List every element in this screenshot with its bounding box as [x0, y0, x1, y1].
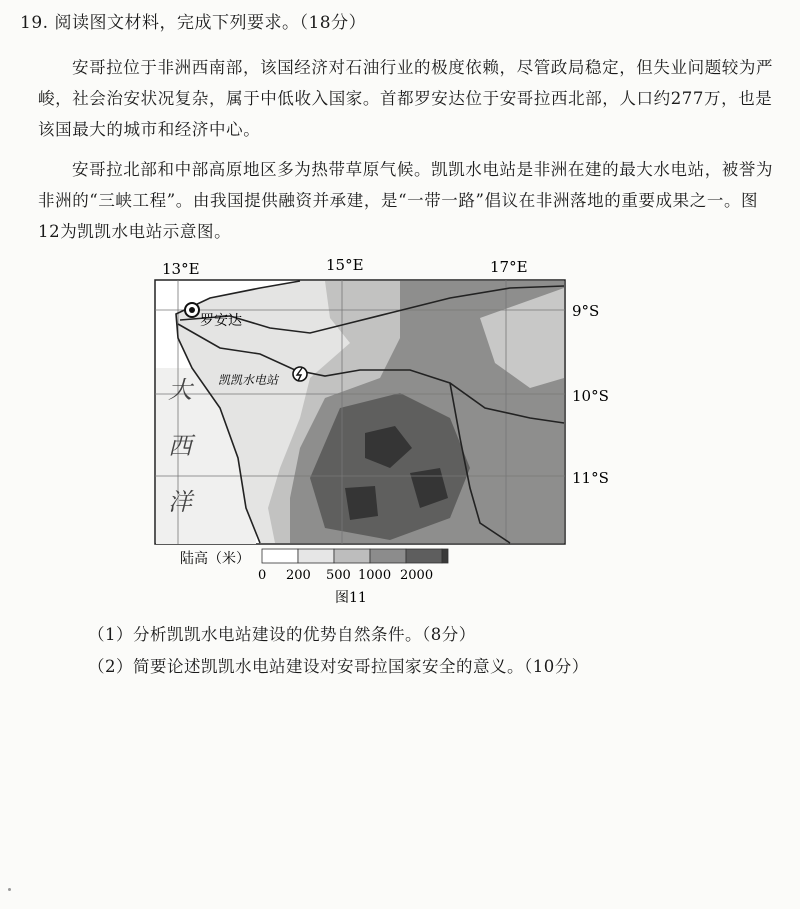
legend-tick-1000: 1000 — [358, 568, 392, 583]
material-paragraph-1: 安哥拉位于非洲西南部，该国经济对石油行业的极度依赖，尽管政局稳定，但失业问题较为严峻，社会治安状况复杂，属于中低收入国家。首都罗安达位于安哥拉西北部，人口约277万，也是该国最大的城市和经济中心。 — [38, 58, 774, 139]
lon-label-17: 17°E — [490, 258, 528, 276]
legend-tick-0: 0 — [258, 568, 267, 583]
hydropower-map-figure — [150, 258, 620, 618]
station-label: 凯凯水电站 — [218, 373, 279, 387]
legend-swatch-6 — [442, 549, 448, 563]
scan-speck — [8, 888, 11, 891]
legend-swatch-5 — [406, 549, 442, 563]
hydropower-station-icon — [293, 367, 307, 381]
legend-tick-2000: 2000 — [400, 568, 434, 583]
legend-swatch-3 — [334, 549, 370, 563]
legend-swatch-2 — [298, 549, 334, 563]
lon-label-13: 13°E — [162, 260, 200, 278]
ocean-char-3: 洋 — [168, 488, 192, 516]
land-peak-3 — [345, 486, 378, 520]
figure-caption: 图11 — [335, 590, 367, 606]
map-svg — [150, 258, 620, 618]
capital-marker-dot — [189, 307, 195, 313]
ocean-char-2: 西 — [168, 432, 192, 460]
material-paragraph-2: 安哥拉北部和中部高原地区多为热带草原气候。凯凯水电站是非洲在建的最大水电站，被誉为非洲的“三峡工程”。由我国提供融资并承建，是“一带一路”倡议在非洲落地的重要成果之一。图12为凯凯水电站示意图。 — [38, 160, 774, 241]
city-label: 罗安达 — [200, 313, 242, 329]
legend-title: 陆高（米） — [180, 551, 250, 567]
lon-label-15: 15°E — [326, 258, 364, 274]
subquestion-2: （2）简要论述凯凯水电站建设对安哥拉国家安全的意义。（10分） — [88, 657, 589, 676]
subquestion-1: （1）分析凯凯水电站建设的优势自然条件。（8分） — [88, 625, 476, 644]
lat-label-9: 9°S — [572, 302, 600, 320]
lat-label-10: 10°S — [572, 387, 609, 405]
legend-tick-200: 200 — [286, 568, 311, 583]
lat-label-11: 11°S — [572, 469, 609, 487]
question-title: 19. 阅读图文材料，完成下列要求。（18分） — [20, 13, 367, 33]
legend-tick-500: 500 — [326, 568, 351, 583]
legend-swatch-1 — [262, 549, 298, 563]
legend-swatches — [262, 549, 448, 563]
ocean-char-1: 大 — [168, 376, 192, 404]
legend-swatch-4 — [370, 549, 406, 563]
